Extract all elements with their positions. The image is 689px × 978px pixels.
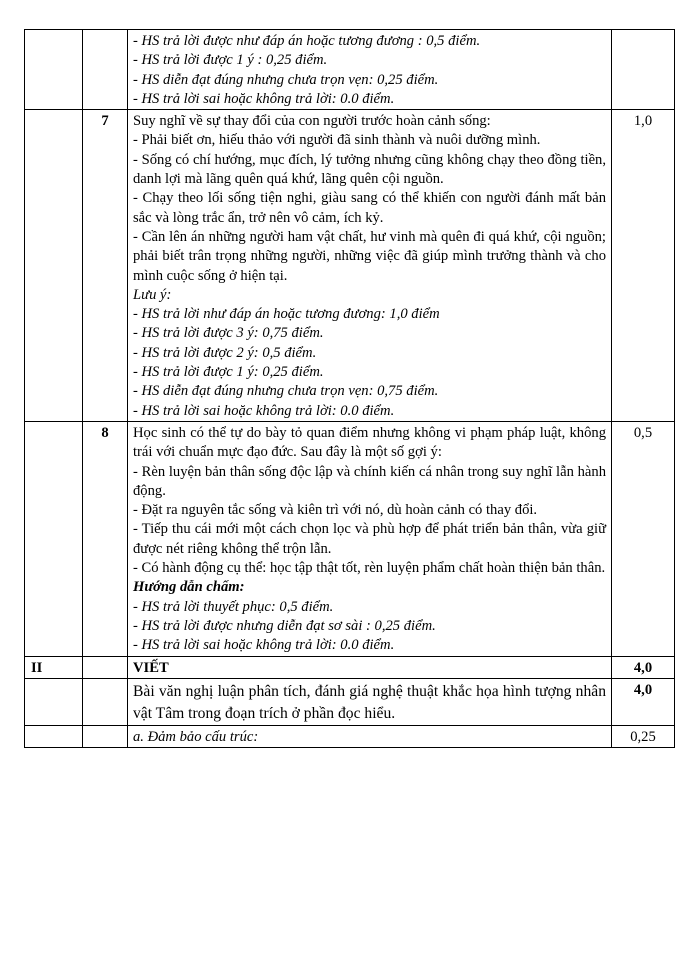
answer-paragraph: - Rèn luyện bản thân sống độc lập và chính kiến cá nhân trong suy nghĩ lẫn hành động.	[133, 463, 606, 499]
answer-paragraph: Suy nghĩ về sự thay đổi của con người trước hoàn cảnh sống:	[133, 113, 491, 130]
answer-key-table	[24, 29, 675, 748]
answer-paragraph: - Đặt ra nguyên tắc sống và kiên trì với nó, dù hoàn cảnh có thay đổi.	[133, 502, 538, 519]
answer-cell	[128, 421, 612, 656]
answer-cell	[128, 110, 612, 422]
scoring-note: - HS trả lời thuyết phục: 0,5 điểm.	[133, 598, 334, 615]
answer-paragraph: - Sống có chí hướng, mục đích, lý tưởng nhưng cũng không chạy theo đồng tiền, danh lợi mà lãng quên quá khứ, lãng quên cội nguồn.	[133, 151, 606, 188]
scoring-note: - HS trả lời được như đáp án hoặc tương đương : 0,5 điểm.	[133, 33, 481, 49]
answer-paragraph: - Cần lên án những người ham vật chất, hư vinh mà quên đi quá khứ, cội nguồn; phải biết trân trọng những người, những việc đã giúp mình trưởng thành và cho mình cuộc sống ở hiện tại.	[133, 228, 606, 284]
score-cell: 1,0	[612, 110, 675, 422]
scoring-note: - HS trả lời được 3 ý: 0,75 điểm.	[133, 325, 324, 342]
scoring-note: - HS trả lời được 1 ý: 0,25 điểm.	[133, 364, 324, 381]
question-number-cell	[83, 30, 128, 110]
score-cell: 0,25	[612, 725, 675, 747]
question-number-cell: 8	[83, 421, 128, 656]
question-number-cell	[83, 725, 128, 747]
guide-label: Hướng dẫn chấm:	[133, 579, 245, 596]
question-number-cell	[83, 678, 128, 725]
scoring-note: - HS diễn đạt đúng nhưng chưa trọn vẹn: 0,75 điểm.	[133, 383, 439, 400]
answer-paragraph: - Tiếp thu cái mới một cách chọn lọc và phù hợp để phát triển bản thân, vừa giữ được nét riêng không thể trộn lẫn.	[133, 521, 606, 557]
section-cell	[25, 678, 83, 725]
essay-prompt: Bài văn nghị luận phân tích, đánh giá nghệ thuật khắc họa hình tượng nhân vật Tâm trong đoạn trích ở phần đọc hiểu.	[128, 678, 612, 725]
criteria-item: a. Đảm bảo cấu trúc:	[128, 725, 612, 747]
section-cell	[25, 110, 83, 422]
question-number-cell	[83, 656, 128, 678]
scoring-note: - HS trả lời như đáp án hoặc tương đương: 1,0 điểm	[133, 306, 440, 323]
answer-paragraph: - Chạy theo lối sống tiện nghi, giàu sang có thể khiến con người đánh mất bản sắc và lòng trắc ẩn, trở nên vô cảm, ích kỷ.	[133, 190, 606, 226]
scoring-note: - HS trả lời sai hoặc không trả lời: 0.0 điểm.	[133, 402, 395, 419]
scoring-note: - HS trả lời sai hoặc không trả lời: 0.0 điểm.	[133, 637, 395, 654]
section-cell	[25, 30, 83, 110]
score-cell: 0,5	[612, 421, 675, 656]
table-row	[25, 656, 675, 678]
question-number-cell: 7	[83, 110, 128, 422]
section-title: VIẾT	[128, 656, 612, 678]
section-cell	[25, 725, 83, 747]
section-cell	[25, 421, 83, 656]
scoring-note: - HS diễn đạt đúng nhưng chưa trọn vẹn: 0,25 điểm.	[133, 71, 439, 88]
note-label: Lưu ý:	[133, 286, 172, 303]
section-number: II	[25, 656, 83, 678]
scoring-note: - HS trả lời được 2 ý: 0,5 điểm.	[133, 344, 317, 361]
score-cell: 4,0	[612, 678, 675, 725]
score-cell	[612, 30, 675, 110]
table-row	[25, 678, 675, 725]
scoring-note: - HS trả lời được nhưng diễn đạt sơ sài : 0,25 điểm.	[133, 617, 436, 634]
scoring-note: - HS trả lời sai hoặc không trả lời: 0.0 điểm.	[133, 90, 395, 107]
table-row	[25, 725, 675, 747]
answer-paragraph: - Phải biết ơn, hiếu thảo với người đã sinh thành và nuôi dưỡng mình.	[133, 132, 541, 149]
scoring-note: - HS trả lời được 1 ý : 0,25 điểm.	[133, 52, 328, 69]
table-row	[25, 110, 675, 422]
answer-paragraph: Học sinh có thể tự do bày tỏ quan điểm nhưng không vi phạm pháp luật, không trái với chuẩn mực đạo đức. Sau đây là một số gợi ý:	[133, 424, 606, 461]
answer-cell	[128, 30, 612, 110]
table-row	[25, 30, 675, 110]
table-row	[25, 421, 675, 656]
answer-paragraph: - Có hành động cụ thể: học tập thật tốt, rèn luyện phẩm chất hoàn thiện bản thân.	[133, 560, 606, 577]
score-cell: 4,0	[612, 656, 675, 678]
